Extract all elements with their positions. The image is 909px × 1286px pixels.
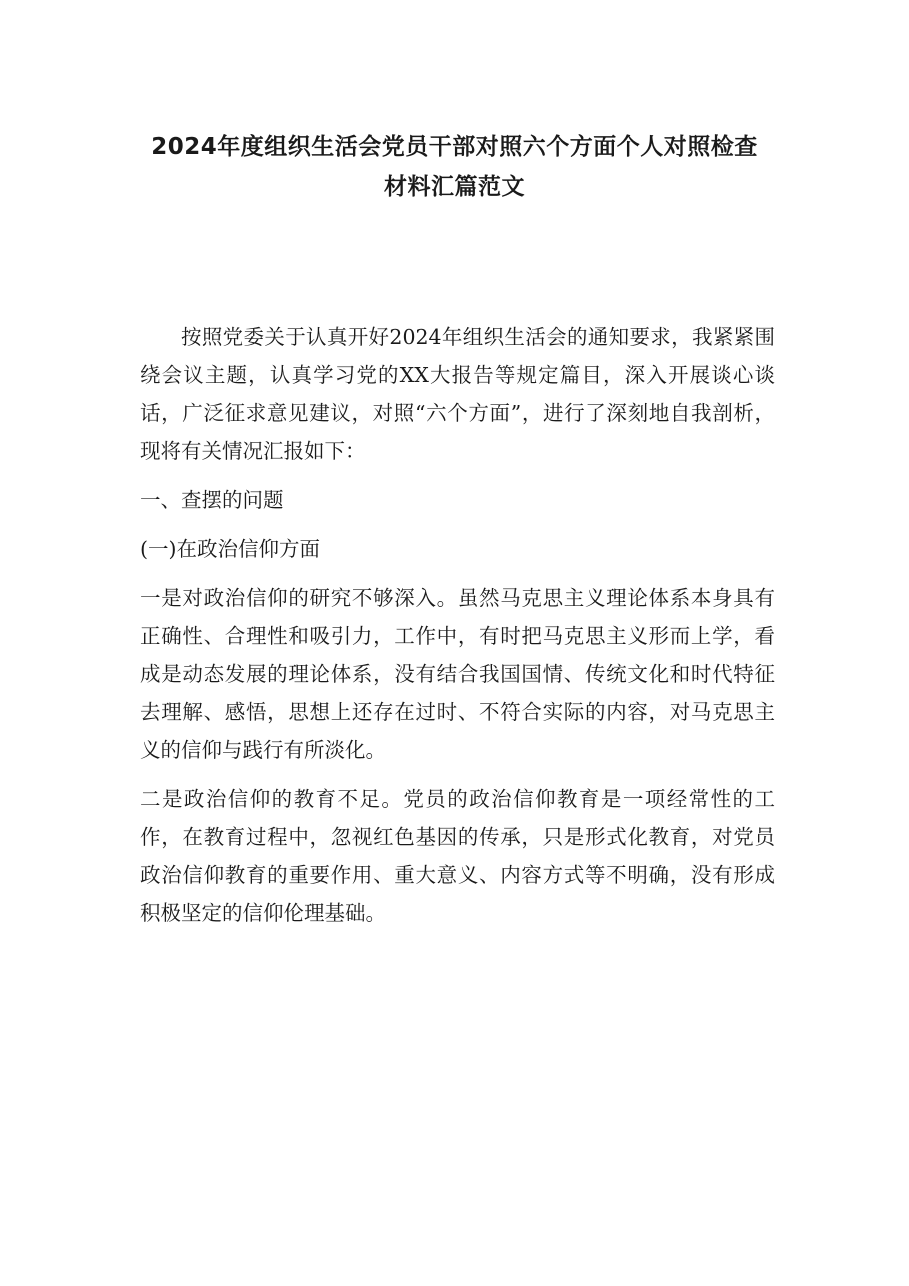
issue-paragraph-2: 二是政治信仰的教育不足。党员的政治信仰教育是一项经常性的工作，在教育过程中，忽视红色基因的传承，只是形式化教育，对党员政治信仰教育的重要作用、重大意义、内容方式等不明确，没有形成积极坚定的信仰伦理基础。 bbox=[140, 787, 775, 925]
intro-paragraph: 按照党委关于认真开好2024年组织生活会的通知要求，我紧紧围绕会议主题，认真学习党的XX大报告等规定篇目，深入开展谈心谈话，广泛征求意见建议，对照“六个方面”，进行了深刻地自我剖析，现将有关情况汇报如下： bbox=[140, 325, 775, 463]
title-line-1: 2024年度组织生活会党员干部对照六个方面个人对照检查 bbox=[151, 134, 758, 160]
section-heading: 一、查摆的问题 bbox=[140, 488, 284, 512]
title-line-2: 材料汇篇范文 bbox=[384, 174, 525, 200]
document-title bbox=[120, 127, 789, 207]
issue-paragraph-1: 一是对政治信仰的研究不够深入。虽然马克思主义理论体系本身具有正确性、合理性和吸引力，工作中，有时把马克思主义形而上学，看成是动态发展的理论体系，没有结合我国国情、传统文化和时代特征去理解、感悟，思想上还存在过时、不符合实际的内容，对马克思主义的信仰与践行有所淡化。 bbox=[140, 586, 775, 762]
document-body bbox=[140, 318, 775, 932]
subsection-heading: (一)在政治信仰方面 bbox=[140, 537, 320, 561]
